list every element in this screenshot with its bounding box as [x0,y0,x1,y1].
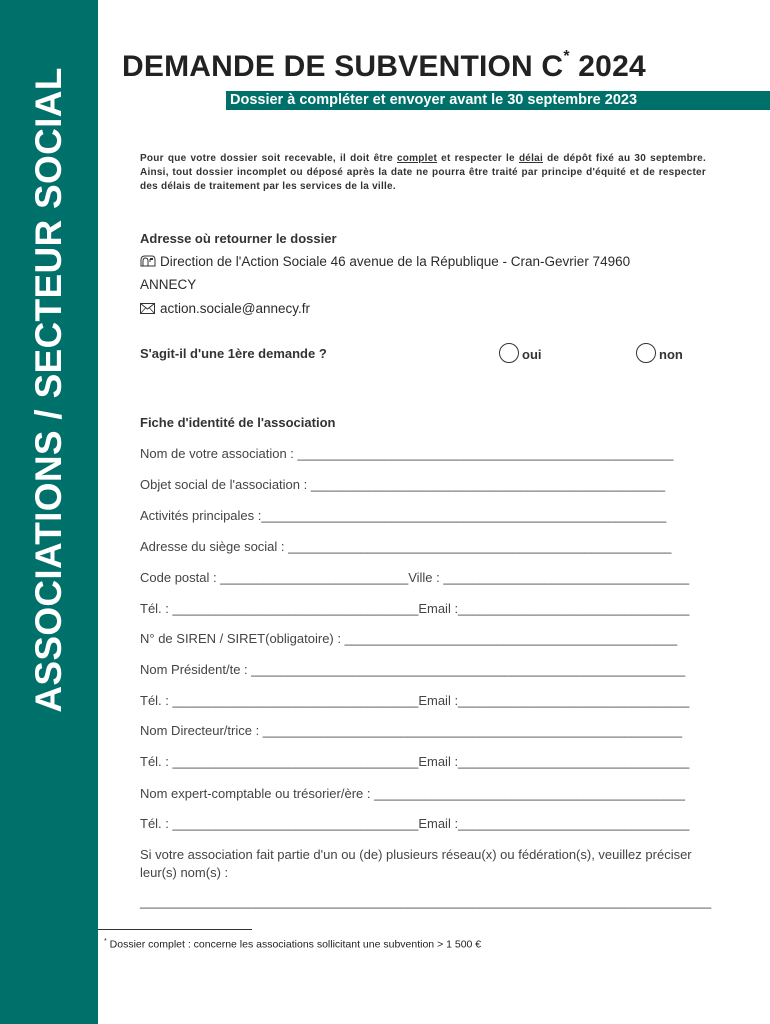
footnote-divider [98,929,252,930]
envelope-icon [140,302,156,317]
radio-oui-label: oui [522,347,542,362]
field-siren-siret[interactable]: N° de SIREN / SIRET(obligatoire) : ______________________________________________ [140,631,678,646]
intro-complet: complet [397,153,438,164]
intro-text-3: de dépôt fixé au 30 septembre. Ainsi, tout dossier incomplet ou déposé après la date ne pourra être traité par principe d'équité et de respecter des délais de traitement par les services de la ville. [140,153,706,192]
title-text: DEMANDE DE SUBVENTION C [122,50,564,83]
field-treasurer-name[interactable]: Nom expert-comptable ou trésorier/ère : ___________________________________________ [140,786,685,801]
intro-text-1: Pour que votre dossier soit recevable, il doit être [140,153,397,164]
email-link[interactable]: action.sociale@annecy.fr [160,301,311,316]
postal-address [140,254,630,270]
intro-delai: délai [518,153,543,164]
intro-text-2: et respecter le [437,153,519,164]
address-heading: Adresse où retourner le dossier [140,231,337,246]
radio-non[interactable] [636,343,656,363]
email-address [140,301,310,317]
field-treasurer-phone-email[interactable]: Tél. : __________________________________Email :________________________________ [140,816,690,831]
field-social-purpose[interactable]: Objet social de l'association : _________________________________________________ [140,477,666,492]
identity-heading: Fiche d'identité de l'association [140,415,336,430]
field-association-name[interactable]: Nom de votre association : ____________________________________________________ [140,446,674,461]
radio-non-label: non [659,347,683,362]
network-question: Si votre association fait partie d'un ou (de) plusieurs réseau(x) ou fédération(s), veuillez préciser leur(s) nom(s) : [140,847,692,880]
field-main-activities[interactable]: Activités principales :________________________________________________________ [140,508,667,523]
field-postal-code-city[interactable]: Code postal : __________________________Ville : __________________________________ [140,570,690,585]
field-president-name[interactable]: Nom Président/te : ____________________________________________________________ [140,662,686,677]
deadline-text: Dossier à compléter et envoyer avant le 30 septembre 2023 [230,92,638,108]
title-year: 2024 [578,50,646,83]
mailbox-icon [140,255,156,270]
page-title [122,50,646,84]
sidebar-title: ASSOCIATIONS / SECTEUR SOCIAL [28,67,69,713]
first-request-question: S'agit-il d'une 1ère demande ? [140,346,327,361]
address-line-1: Direction de l'Action Sociale 46 avenue de la République - Cran-Gevrier 74960 [160,254,631,269]
field-network-names[interactable]: _______________________________________________________________________________ [140,894,712,909]
intro-paragraph [140,152,706,194]
deadline-banner [226,91,770,110]
radio-oui[interactable] [499,343,519,363]
field-president-phone-email[interactable]: Tél. : __________________________________Email :________________________________ [140,693,690,708]
footnote-text: Dossier complet : concerne les associations sollicitant une subvention > 1 500 € [106,938,482,951]
address-line-2: ANNECY [140,277,197,292]
footnote-mark: * [104,938,107,945]
field-head-office-address[interactable]: Adresse du siège social : _____________________________________________________ [140,539,672,554]
title-asterisk: * [563,48,570,65]
footnote [104,938,481,951]
field-director-phone-email[interactable]: Tél. : __________________________________Email :________________________________ [140,754,690,769]
sidebar-band [0,0,98,1024]
field-director-name[interactable]: Nom Directeur/trice : __________________________________________________________ [140,723,683,738]
field-phone-email[interactable]: Tél. : __________________________________Email :________________________________ [140,601,690,616]
